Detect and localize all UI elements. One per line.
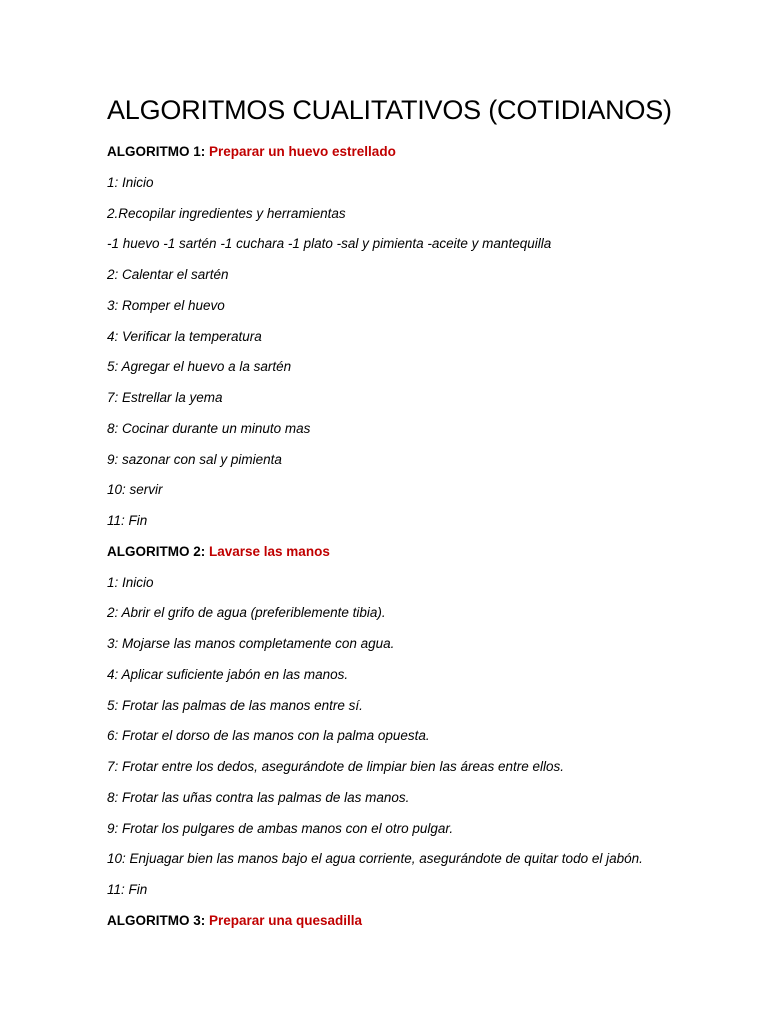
algorithm-2-step: 6: Frotar el dorso de las manos con la palma opuesta. <box>107 728 430 743</box>
algorithm-2-name: Lavarse las manos <box>209 544 330 559</box>
algorithm-2-step: 1: Inicio <box>107 575 154 590</box>
algorithm-1-step: 4: Verificar la temperatura <box>107 329 262 344</box>
algorithm-1-heading: ALGORITMO 1: Preparar un huevo estrellado <box>107 144 396 159</box>
algorithm-2-step: 10: Enjuagar bien las manos bajo el agua corriente, asegurándote de quitar todo el jabón. <box>107 851 643 866</box>
algorithm-3-name: Preparar una quesadilla <box>209 913 363 928</box>
algorithm-3-label: ALGORITMO 3 <box>107 913 201 928</box>
algorithm-2-step: 3: Mojarse las manos completamente con agua. <box>107 636 395 651</box>
algorithm-3-heading: ALGORITMO 3: Preparar una quesadilla <box>107 913 363 928</box>
algorithm-2-step: 8: Frotar las uñas contra las palmas de las manos. <box>107 790 410 805</box>
algorithm-2-step: 9: Frotar los pulgares de ambas manos con el otro pulgar. <box>107 821 454 836</box>
algorithm-2-step: 11: Fin <box>107 882 148 897</box>
algorithm-1-step: 2: Calentar el sartén <box>107 267 229 282</box>
algorithm-1-step: 11: Fin <box>107 513 148 528</box>
algorithm-1-step: 1: Inicio <box>107 175 154 190</box>
algorithm-2-step: 4: Aplicar suficiente jabón en las manos. <box>107 667 349 682</box>
algorithm-1-step: 7: Estrellar la yema <box>107 390 223 405</box>
algorithm-2-step: 2: Abrir el grifo de agua (preferiblemente tibia). <box>107 605 386 620</box>
algorithm-1-step: 3: Romper el huevo <box>107 298 225 313</box>
algorithm-1-step: 8: Cocinar durante un minuto mas <box>107 421 311 436</box>
algorithm-1-label: ALGORITMO 1 <box>107 144 201 159</box>
algorithm-1-step: 10: servir <box>107 482 163 497</box>
algorithm-1-step: 2.Recopilar ingredientes y herramientas <box>107 206 346 221</box>
document-title: ALGORITMOS CUALITATIVOS (COTIDIANOS) <box>107 95 672 125</box>
algorithm-1-step: 5: Agregar el huevo a la sartén <box>107 359 292 374</box>
algorithm-2-step: 5: Frotar las palmas de las manos entre sí. <box>107 698 363 713</box>
algorithm-1-name: Preparar un huevo estrellado <box>209 144 396 159</box>
algorithm-2-step: 7: Frotar entre los dedos, asegurándote de limpiar bien las áreas entre ellos. <box>107 759 565 774</box>
algorithm-2-heading: ALGORITMO 2: Lavarse las manos <box>107 544 330 559</box>
algorithm-2-label: ALGORITMO 2 <box>107 544 201 559</box>
algorithm-1-step: 9: sazonar con sal y pimienta <box>107 452 282 467</box>
algorithm-1-step: -1 huevo -1 sartén -1 cuchara -1 plato -sal y pimienta -aceite y mantequilla <box>107 236 552 251</box>
